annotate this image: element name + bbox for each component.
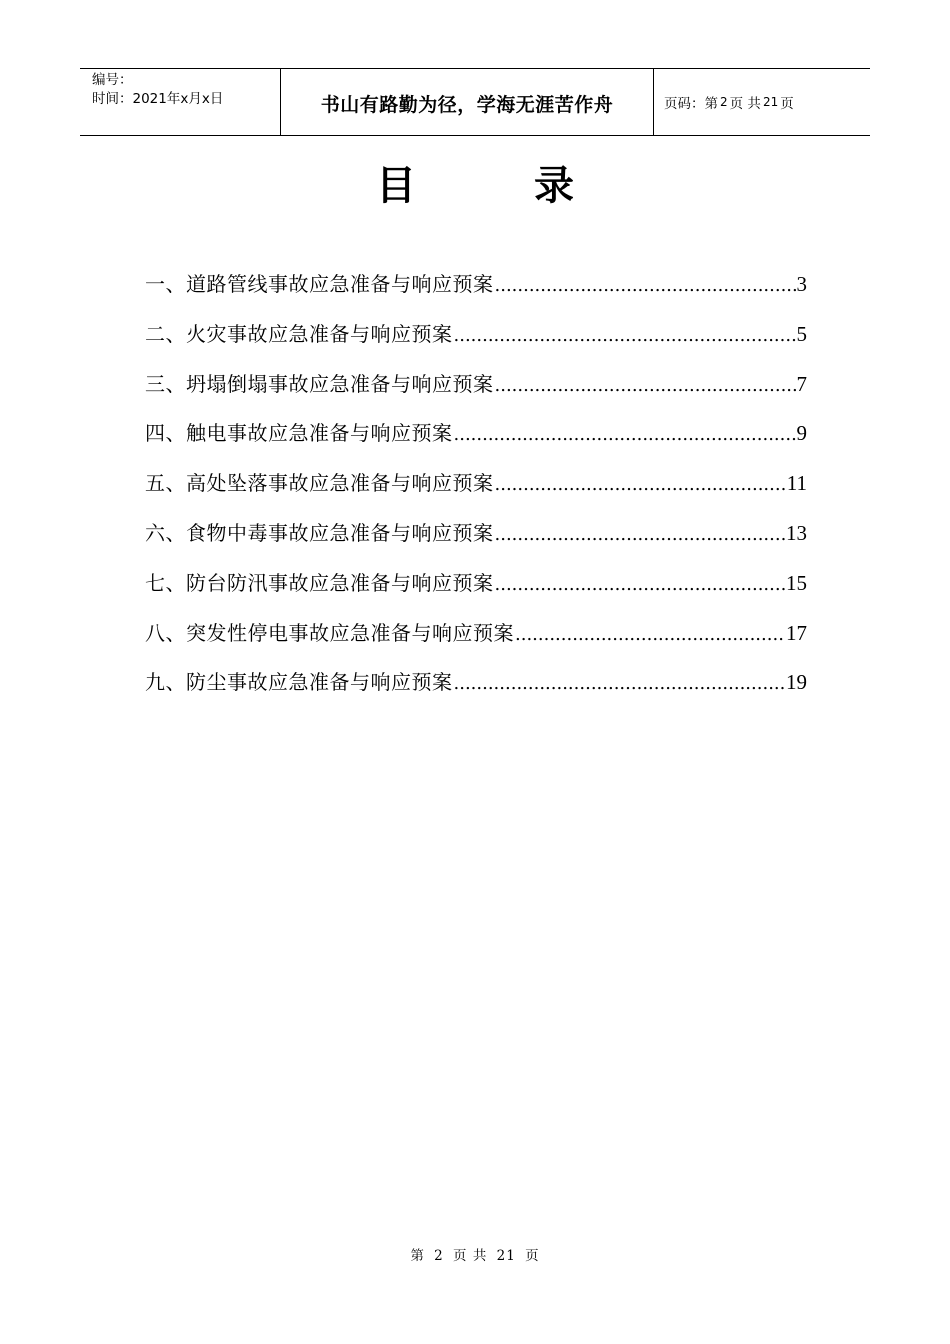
header-page-info [654,69,870,135]
toc-entry-page: 11 [786,471,807,496]
toc-leader-dots [495,462,786,507]
toc-leader-dots [454,313,796,358]
toc-entry-page: 9 [796,421,807,446]
toc-entry-label: 三、坍塌倒塌事故应急准备与响应预案 [145,371,494,396]
toc-entry-label: 一、道路管线事故应急准备与响应预案 [145,272,494,296]
toc-entry-page: 15 [786,570,807,595]
toc-entry[interactable] [145,611,807,661]
toc-entry-label: 二、火灾事故应急准备与响应预案 [145,321,453,346]
title-char-2: 录 [534,163,574,209]
header-page-total: 21 [762,95,779,109]
toc-leader-dots [515,612,785,657]
table-of-contents [145,262,807,710]
toc-entry[interactable] [145,262,807,312]
toc-entry-label: 五、高处坠落事故应急准备与响应预案 [145,471,494,496]
footer-suffix: 页 [525,1248,540,1264]
time-label: 时间：2021年x月x日 [92,91,224,107]
toc-entry[interactable] [145,561,807,611]
footer-mid: 页 共 [453,1248,488,1264]
header-page-prefix: 页码：第 [664,96,718,112]
page-title [0,158,950,214]
toc-entry-page: 13 [786,520,807,545]
toc-entry-label: 六、食物中毒事故应急准备与响应预案 [145,520,494,545]
page-footer [0,1244,950,1264]
toc-leader-dots [454,412,796,457]
toc-leader-dots [495,512,786,557]
toc-entry-page: 3 [796,272,807,296]
toc-entry-label: 四、触电事故应急准备与响应预案 [145,421,453,446]
toc-leader-dots [454,661,786,706]
number-label: 编号： [92,72,133,88]
toc-leader-dots [495,562,786,607]
title-char-1: 目 [376,163,416,209]
toc-entry-page: 17 [786,620,807,645]
header-page-mid: 页 共 [729,96,761,112]
toc-entry-page: 19 [786,670,807,695]
toc-leader-dots [495,263,796,308]
toc-entry-label: 八、突发性停电事故应急准备与响应预案 [145,620,514,645]
header-motto: 书山有路勤为径，学海无涯苦作舟 [281,69,654,135]
footer-total-pages: 21 [496,1248,516,1264]
footer-prefix: 第 [410,1248,425,1264]
header-meta [80,69,281,135]
toc-entry-page: 7 [796,371,807,396]
footer-current-page: 2 [434,1248,444,1264]
toc-entry-label: 七、防台防汛事故应急准备与响应预案 [145,570,494,595]
header-page-current: 2 [720,95,728,109]
toc-entry[interactable] [145,411,807,461]
document-header [80,68,870,136]
toc-entry[interactable] [145,312,807,362]
header-page-suffix: 页 [780,96,794,112]
toc-entry[interactable] [145,461,807,511]
toc-entry[interactable] [145,660,807,710]
toc-entry-label: 九、防尘事故应急准备与响应预案 [145,670,453,695]
toc-entry[interactable] [145,362,807,412]
toc-entry-page: 5 [796,321,807,346]
toc-entry[interactable] [145,511,807,561]
toc-leader-dots [495,363,796,408]
